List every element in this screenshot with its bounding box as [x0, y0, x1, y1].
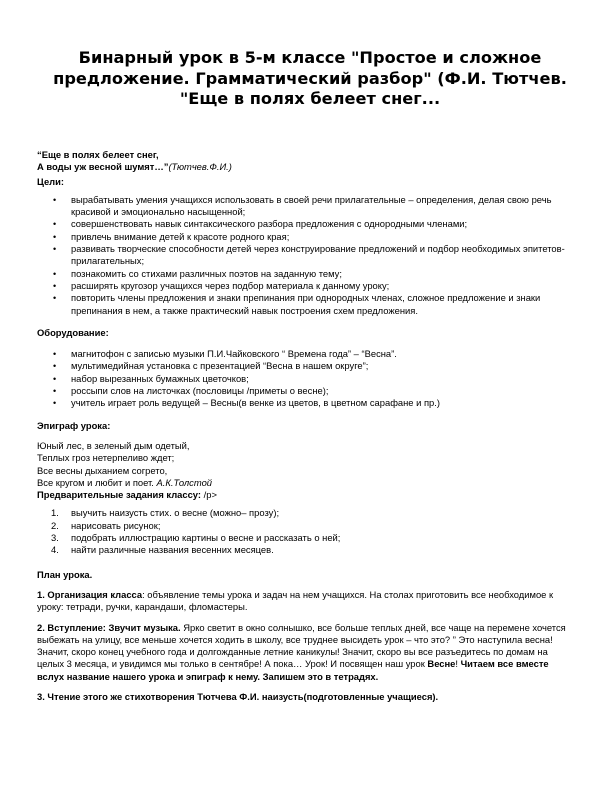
- list-item: • магнитофон с записью музыки П.И.Чайковского “ Времена года” – “Весна”.: [37, 348, 577, 360]
- list-item: • россыпи слов на листочках (пословицы /приметы о весне);: [37, 385, 577, 397]
- top-epigraph: [37, 149, 577, 174]
- poem-line: Все весны дыханием согрето,: [37, 464, 168, 476]
- plan-heading: План урока.: [37, 568, 93, 580]
- list-item: • учитель играет роль ведущей – Весны(в венке из цветов, в цветном сарафане и пр.): [37, 397, 577, 409]
- plan-step-3: 3. Чтение этого же стихотворения Тютчева Ф.И. наизусть(подготовленные учащиеся).: [37, 690, 439, 702]
- prelim-heading: Предварительные задания классу:: [37, 489, 202, 501]
- list-item: • совершенствовать навык синтаксического разбора предложения с однородными членами;: [37, 218, 577, 230]
- poem-line: Все кругом и любит и поет.: [37, 476, 154, 488]
- poem-line: Юный лес, в зеленый дым одетый,: [37, 439, 190, 451]
- list-item: • развивать творческие способности детей через конструирование предложений и подбор необходимых эпитетов-прилагательных;: [37, 243, 577, 268]
- list-item: • привлечь внимание детей к красоте родного края;: [37, 231, 577, 243]
- list-item: • мультимедийная установка с презентацией “Весна в нашем округе”;: [37, 360, 577, 372]
- top-epigraph-line-1: “Еще в полях белеет снег,: [37, 149, 159, 160]
- poem-line: Теплых гроз нетерпеливо ждет;: [37, 452, 175, 464]
- list-item: 4. найти различные названия весенних месяцев.: [51, 544, 274, 556]
- epigraph-poem: [37, 440, 577, 489]
- prelim-list: [37, 507, 577, 556]
- goals-heading: Цели:: [37, 175, 65, 187]
- prelim-heading-tail: /p>: [201, 489, 217, 501]
- document-body: [37, 149, 577, 703]
- list-item: • познакомить со стихами различных поэтов на заданную тему;: [37, 268, 577, 280]
- top-epigraph-author: (Тютчев.Ф.И.): [168, 161, 232, 173]
- list-item: 3. подобрать иллюстрацию картины о весне и рассказать о ней;: [51, 532, 341, 544]
- list-item: • повторить члены предложения и знаки препинания при однородных членах, сложное предложение и знаки препинания в нем, а также практический навык построения схем предложения.: [37, 292, 577, 317]
- equipment-heading: Оборудование:: [37, 326, 109, 338]
- epigraph-author: А.К.Толстой: [156, 476, 213, 488]
- page-title: Бинарный урок в 5-м классе "Простое и сложное предложение. Грамматический разбор" (Ф.И. Тютчев. "Еще в полях белеет снег...: [53, 48, 567, 108]
- top-epigraph-line-2: А воды уж весной шумят…”: [37, 161, 169, 173]
- list-item: 2. нарисовать рисунок;: [51, 519, 161, 531]
- list-item: • набор вырезанных бумажных цветочков;: [37, 373, 577, 385]
- plan-step-1: 1. Организация класса: объявление темы урока и задач на нем учащихся. На столах приготовить все необходимое к уроку: тетради, ручки, карандаши, фломастеры.: [37, 588, 554, 613]
- list-item: • расширять кругозор учащихся через подбор материала к данному уроку;: [37, 280, 577, 292]
- list-item: 1. выучить наизусть стих. о весне (можно– прозу);: [51, 507, 280, 519]
- plan-step-2: 2. Вступление: Звучит музыка. Ярко светит в окно солнышко, все больше теплых дней, все чаще на перемене хочется выбежать на улицу, все меньше хочется ходить в школу, все труднее высидеть урок – что это? ” Это наступила весна! Значит, скоро конец учебного года и долгожданные летние каникулы! Значит, скоро вы все разъедитесь по домам на целых 3 месяца, и увидимся мы только в сентябре! А пока… Урок! И посвящен наш урок Весне! Читаем все вместе вслух название нашего урока и эпиграф к нему. Запишем это в тетрадях.: [37, 621, 566, 682]
- epigraph-heading: Эпиграф урока:: [37, 419, 111, 431]
- goals-list: [37, 194, 577, 317]
- list-item: • вырабатывать умения учащихся использовать в своей речи прилагательные – определения, делая свою речь красивой и эмоционально насыщенной;: [37, 194, 577, 219]
- equipment-list: [37, 348, 577, 409]
